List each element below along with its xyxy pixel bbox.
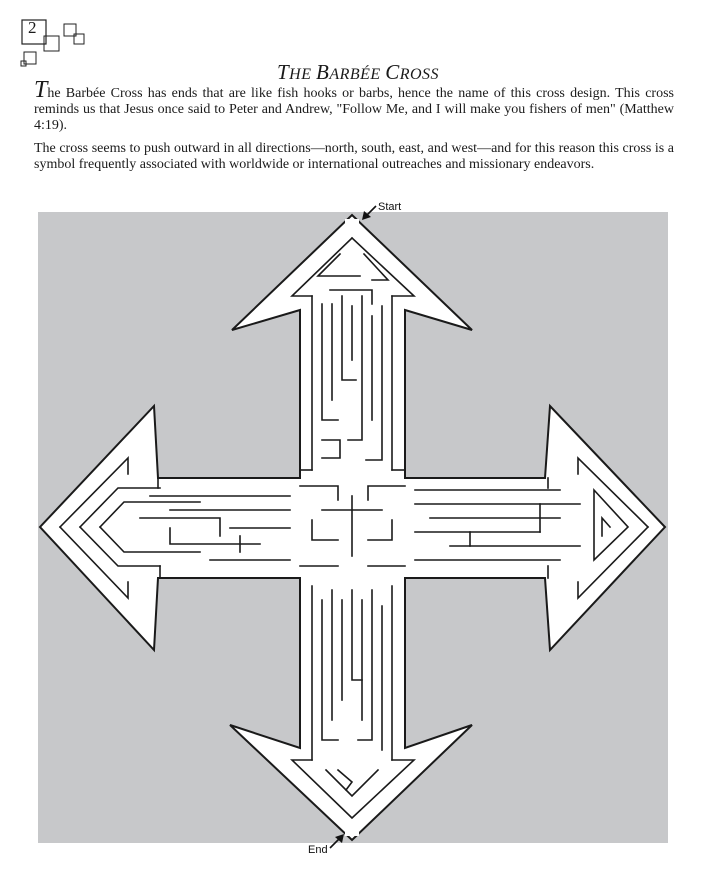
maze-figure [0, 195, 716, 894]
drop-cap: T [34, 77, 48, 103]
end-label: End [308, 844, 328, 856]
page-number: 2 [28, 18, 37, 37]
page-title: THE BARBÉE CROSS [276, 60, 440, 84]
start-label: Start [378, 201, 402, 213]
intro-text [34, 77, 674, 180]
intro-paragraph-1: The Barbée Cross has ends that are like fish hooks or barbs, hence the name of this cross design. This cross reminds us that Jesus once said to Peter and Andrew, "Follow Me, and I will make you fishers of men" (Matthew 4:19). [34, 77, 674, 133]
intro-paragraph-2: The cross seems to push outward in all directions—north, south, east, and west—and for this reason this cross is a symbol frequently associated with worldwide or international outreaches and missionary endeavors. [34, 141, 674, 172]
